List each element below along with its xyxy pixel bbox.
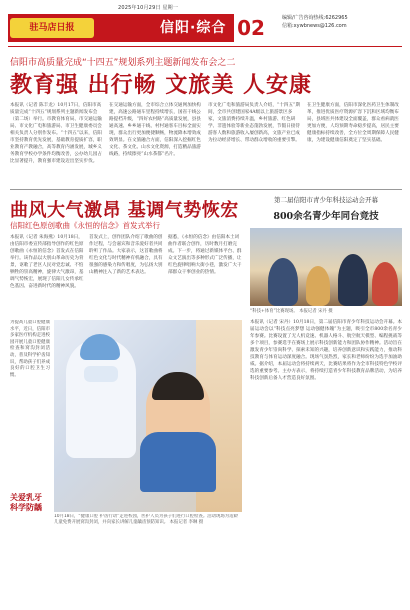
issue-date: 2025年10月29日 星期一 [118,5,179,11]
photo-figure [268,258,298,306]
contact-email: 信箱:xywbnews@126.com [282,23,347,29]
feature-column [10,234,84,316]
lead-kicker: 信阳市高质量完成“十四五”规划系列主题新闻发布会之二 [10,58,236,68]
masthead [0,0,410,52]
section-divider [10,189,402,190]
photo-figure [372,262,398,306]
photo-figure [338,254,368,306]
feature-subhead: 信阳红色原创歌曲《永恒的信念》首发式举行 [10,221,160,230]
lead-column [208,102,301,186]
newspaper-logo: 驻马店日报 [10,18,94,38]
lead-column [10,102,103,186]
child-shirt [140,432,216,492]
dental-photo-caption: 10月18日，“健康口腔 护齿行动”走进校园，医护人员为孩子们进行口腔检查。活动现场为适龄儿童免费开展窝沟封闭，并向家长讲解儿童龋齿预防知识。 本报记者 李琳 摄 [54,514,238,526]
lead-column-text: 在交通运输方面，全市综合立体交通网加快构建，高速公路通车里程持续增长，国省干线公路提档升级，“四好农村路”高质量发展，县县通高速、乡乡通干线、村村通客车目标全面实现，群众出行更加便捷顺畅，物流降本增效成效明显。在文旅融合方面，信阳深入挖掘红色文化、茶文化、山水文化资源，打造精品旅游线路，持续擦亮“山水茶都”名片。 [109,103,201,157]
photo-child [146,376,210,486]
lead-headline: 教育强 出行畅 文旅美 人安康 [10,72,312,98]
photo-story-title-box [10,492,52,512]
feature-column-text: 本报讯（记者 朱海燕）10月18日，由信阳市委宣传部指导创作的红色原创歌曲《永恒的信念》首发式在信阳举行。该作品以大别山革命历史为背景，讴歌了老区人民对党忠诚、不怕牺牲的崇高精神，旋律大气激昂，基调气势恢宏，展现了信阳儿女传承红色基因、奋进新时代的精神风貌。 [10,235,84,289]
photo-story-body: 为提高儿童口腔健康水平，近日，信阳市多家医疗机构走进校园开展儿童口腔健康检查和窝沟封闭活动，普及科学护齿知识，帮助孩子们养成良好的口腔卫生习惯。 [10,320,50,378]
sidebar-kicker: 第二届信阳市青少年科技运动会开幕 [274,196,378,204]
photo-nurse [66,338,136,458]
photo-story-title: 关爱乳牙 科学防龋 [10,492,42,512]
feature-column-text: 据悉，《永恒的信念》由信阳本土词曲作者联合创作，历时数月打磨完成。下一步，将通过新媒体平台、群众文艺演出等多种形式广泛传播，让红色旋律唱响大街小巷，激发广大干部群众干事创业的热情。 [168,235,242,275]
contact-info [282,14,348,30]
photo-figure [306,266,330,306]
feature-body [10,234,242,316]
sidebar-photo [250,228,402,306]
feature-headline: 曲风大气激昂 基调气势恢宏 [10,200,239,221]
sidebar-story [250,196,402,600]
feature-column [168,234,242,316]
nurse-mask [84,366,118,382]
feature-column-text: 首发式上，创作团队介绍了歌曲的创作过程，与会嘉宾和音乐爱好者共同聆听了作品。大家表示，这首歌曲将红色文化与时代精神有机融合，具有很强的感染力和传唱度，为弘扬大别山精神注入了新的艺术表达。 [89,235,163,275]
lead-column [109,102,202,186]
dental-check-photo [54,320,242,512]
lead-column-text: 在卫生健康方面，信阳市深化医药卫生体制改革，推进优质医疗资源扩容下沉和区域均衡布局，县域医共体建设全面覆盖，群众看病就医更加方便，人均预期寿命稳步提高，居民主要健康指标持续改善，全方位全周期保障人民健康，为建设健康信阳奠定了坚实基础。 [307,103,399,143]
sidebar-body: 本报讯（记者 宋丹）10月18日，第二届信阳市青少年科技运动会开幕。本届运动会以“科技点亮梦想 运动强健体魄”为主题，吸引全市800余名青少年参赛。比赛设置了无人机竞速、机器人格斗、航空航天模型、编程挑战等多个项目，参赛选手在赛场上展示科技创新能力和团队协作精神。活动旨在激发青少年崇尚科学、探索未知的兴趣，培养创新意识和实践能力，推动科技教育与体育运动深度融合。现场气氛热烈，家长和老师纷纷为选手加油助威。据介绍，本届运动会将持续两天，比赛结果将作为全市科技特色学校评选的重要参考。主办方表示，将持续打造青少年科技教育品牌活动，为培养科技创新后备人才营造良好氛围。 [250,319,402,381]
feature-column [89,234,163,316]
lead-column-text: 本报讯（记者 陈丰龙）10月17日，信阳市高质量完成“十四五”规划系列主题新闻发布会（第二场）举行。市教育体育局、市交通运输局、市文化广电和旅游局、市卫生健康委员会相关负责人分别作发布。“十四五”以来，信阳市坚持教育优先发展，基础教育提质扩容，职业教育产教融合，高等教育内涵发展，城乡义务教育学校办学条件均衡改善，公办幼儿园占比显著提升，教育强市建设迈出坚实步伐。 [10,103,102,164]
lead-body [10,102,402,186]
section-title: 信阳·综合 [160,20,227,36]
sidebar-photo-caption: “科技+体育”比赛现场。 本报记者 宋丹 摄 [250,308,333,314]
lead-column [307,102,400,186]
nurse-cap [80,334,120,360]
page-number: 02 [237,16,265,40]
contact-phone: 编辑/广告咨询热线:6262965 [282,15,348,21]
sidebar-headline: 800余名青少年同台竞技 [273,210,379,222]
lead-column-text: 市文化广电和旅游局负责人介绍，“十四五”期间，全市共创建国家4A级以上旅游景区多家，文旅消费持续升温，乡村旅游、红色研学、非遗体验等新业态蓬勃发展，节假日接待游客人数和旅游收入屡创新高，文旅产业已成为拉动经济增长、带动群众增收的重要引擎。 [208,103,300,143]
header-rule [8,46,402,47]
